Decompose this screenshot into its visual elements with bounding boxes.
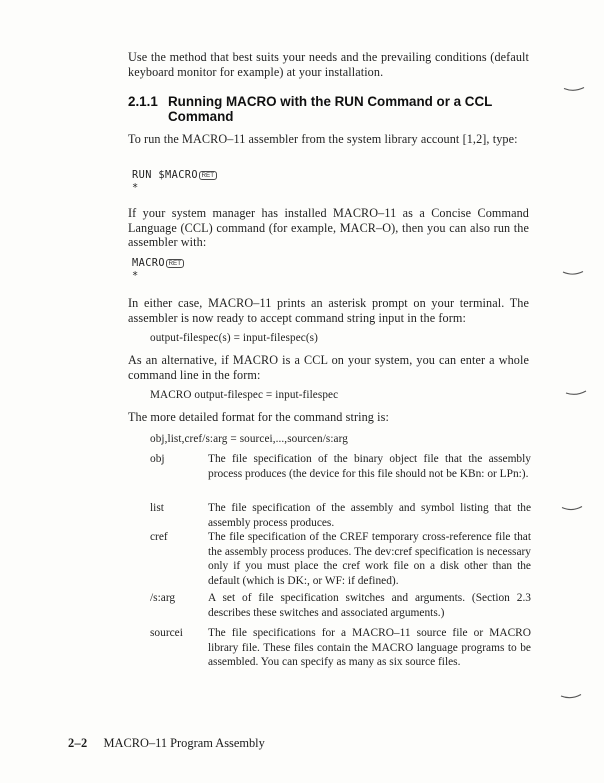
pen-stroke-icon <box>565 389 587 398</box>
pen-stroke-icon <box>563 85 585 94</box>
pen-stroke-icon <box>562 269 584 278</box>
definition-description: The file specifications for a MACRO–11 source file or MACRO library file. These files contain the MACRO language programs to be assembled. You can specify as many as six source files. <box>208 627 531 669</box>
terminal-example-ccl <box>132 257 184 283</box>
paragraph-either-case: In either case, MACRO–11 prints an asterisk prompt on your terminal. The assembler is now ready to accept command string input in the form: <box>128 296 529 325</box>
command-text: MACRO <box>132 257 165 269</box>
page-number: 2–2 <box>68 736 88 750</box>
command-line <box>132 169 217 182</box>
definition-description: The file specification of the assembly and symbol listing that the assembly process produces. <box>208 502 531 529</box>
definition-term: sourcei <box>150 627 183 639</box>
definition-term: list <box>150 502 164 514</box>
definition-description: The file specification of the binary object file that the assembly process produces (the device for this file should not be KBn: or LPn:). <box>208 453 531 480</box>
section-heading <box>128 94 522 125</box>
definition-cref <box>150 530 531 588</box>
terminal-example-run <box>132 169 217 195</box>
pen-stroke-icon <box>561 504 583 513</box>
command-line <box>132 257 184 270</box>
paragraph-alternative: As an alternative, if MACRO is a CCL on your system, you can enter a whole command line in the form: <box>128 353 529 382</box>
definition-sarg <box>150 591 531 620</box>
definition-term: /s:arg <box>150 592 176 604</box>
pen-stroke-icon <box>560 692 582 701</box>
definition-description: The file specification of the CREF temporary cross-reference file that the assembly process produces. The dev:cref specification is necessary only if you must place the cref work file on a disk other than the default (which is DK:, or WF: if defined). <box>208 531 531 587</box>
definition-obj <box>150 452 531 481</box>
section-title: Running MACRO with the RUN Command or a CCL Command <box>168 94 493 125</box>
return-key-icon: RET <box>166 259 184 269</box>
page-footer <box>68 736 265 751</box>
command-text: RUN $MACRO <box>132 169 198 181</box>
return-key-icon: RET <box>199 171 217 181</box>
paragraph-detailed: The more detailed format for the command string is: <box>128 410 389 424</box>
format-basic: output-filespec(s) = input-filespec(s) <box>150 332 318 344</box>
definition-term: obj <box>150 453 165 465</box>
definition-description: A set of file specification switches and arguments. (Section 2.3 describes these switches and associated arguments.) <box>208 592 531 619</box>
format-ccl: MACRO output-filespec = input-filespec <box>150 389 339 401</box>
asterisk-prompt: * <box>132 182 139 194</box>
format-detailed: obj,list,cref/s:arg = sourcei,...,sourcen/s:arg <box>150 433 348 445</box>
definition-list <box>150 501 531 530</box>
intro-paragraph: Use the method that best suits your needs and the prevailing conditions (default keyboard monitor for example) at your installation. <box>128 50 529 79</box>
paragraph-ccl: If your system manager has installed MACRO–11 as a Concise Command Language (CCL) command (for example, MACR–O), then you can also run the assembler with: <box>128 206 529 250</box>
footer-book-title: MACRO–11 Program Assembly <box>103 736 265 750</box>
paragraph-run-command: To run the MACRO–11 assembler from the system library account [1,2], type: <box>128 132 518 146</box>
section-number: 2.1.1 <box>128 94 158 109</box>
definition-term: cref <box>150 531 168 543</box>
definition-sourcei <box>150 626 531 670</box>
asterisk-prompt: * <box>132 270 139 282</box>
